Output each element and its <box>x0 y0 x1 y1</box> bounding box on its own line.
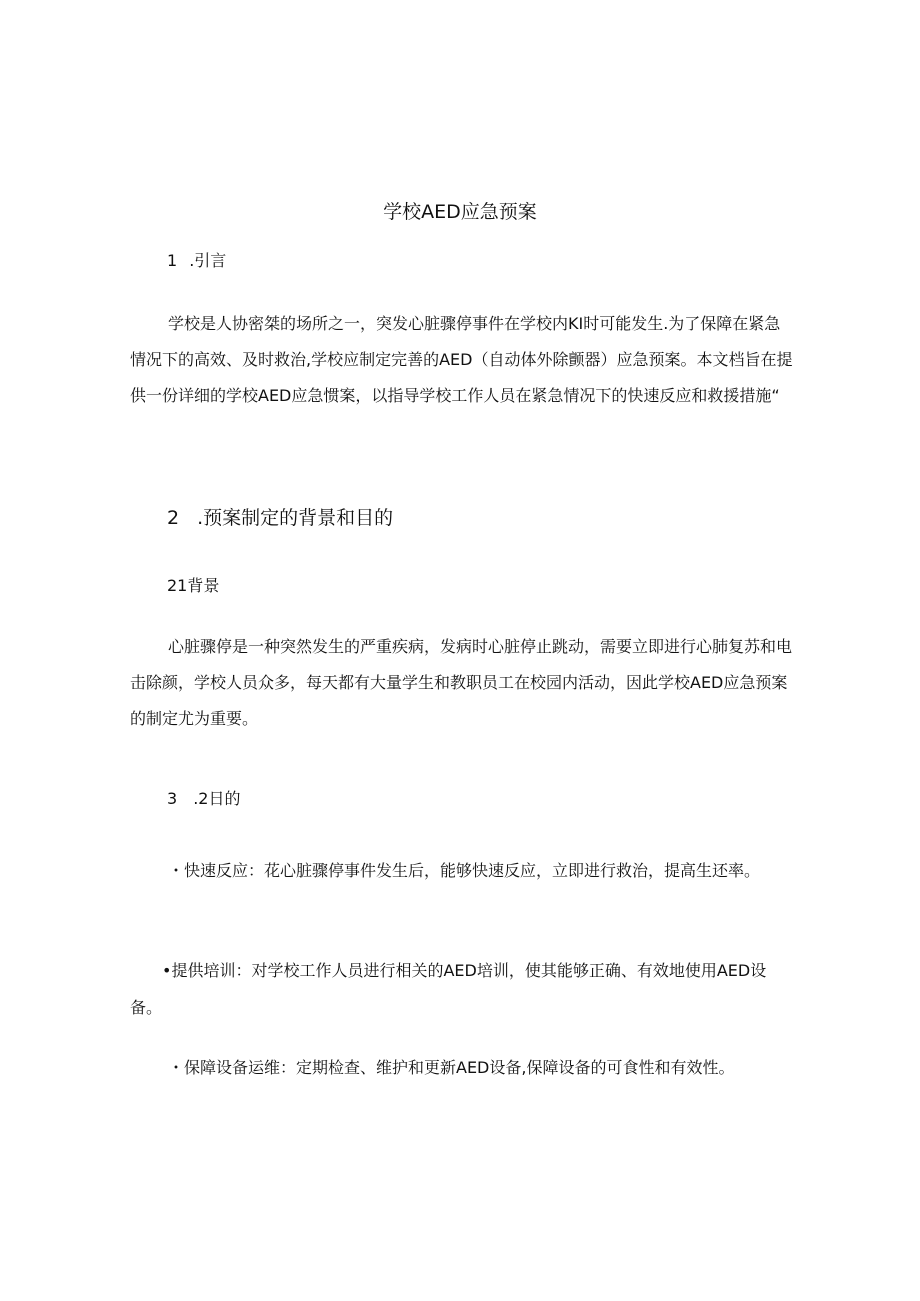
intro-paragraph: 学校是人协密桀的场所之一，突发心脏骤停事件在学校内KI时可能发生.为了保障在紧急情况下的高效、及时救治,学校应制定完善的AED（自动体外除颤器）应急预案。本文档旨在提供一份详细的学校AED应急惯案，以指导学校工作人员在紧急情况下的快速反应和救援措施“ <box>130 314 793 405</box>
purpose-title: .2日的 <box>193 789 241 808</box>
purpose-number: 3 <box>167 789 178 808</box>
section-1-heading <box>167 249 226 273</box>
section-1-number: 1 <box>167 251 178 270</box>
purpose-heading <box>167 787 240 811</box>
section-2-title: .预案制定的背景和目的 <box>197 507 394 529</box>
background-paragraph: 心脏骤停是一种突然发生的严重疾病，发病时心脏停止跳动，需要立即进行心肺复苏和电击除颜，学校人员众多，每天都有大量学生和教职员工在校园内活动，因此学校AED应急预案的制定尤为重要。 <box>130 637 793 728</box>
document-title: 学校AED应急预案 <box>383 201 537 223</box>
purpose-bullet: ・快速反应：花心脏骤停事件发生后，能够快速反应，立即进行救治，提高生还率。 <box>168 861 761 880</box>
section-2-heading <box>167 504 393 532</box>
purpose-bullet: ・保障设备运维：定期检查、维护和更新AED设备,保障设备的可食性和有效性。 <box>168 1058 735 1077</box>
section-2-number: 2 <box>167 507 180 529</box>
background-heading: 21背景 <box>167 576 220 595</box>
purpose-bullet: •提供培训：对学校工作人员进行相关的AED培训，使其能够正确、有效地使用AED设备。 <box>130 961 767 1017</box>
section-1-title: .引言 <box>189 251 227 270</box>
